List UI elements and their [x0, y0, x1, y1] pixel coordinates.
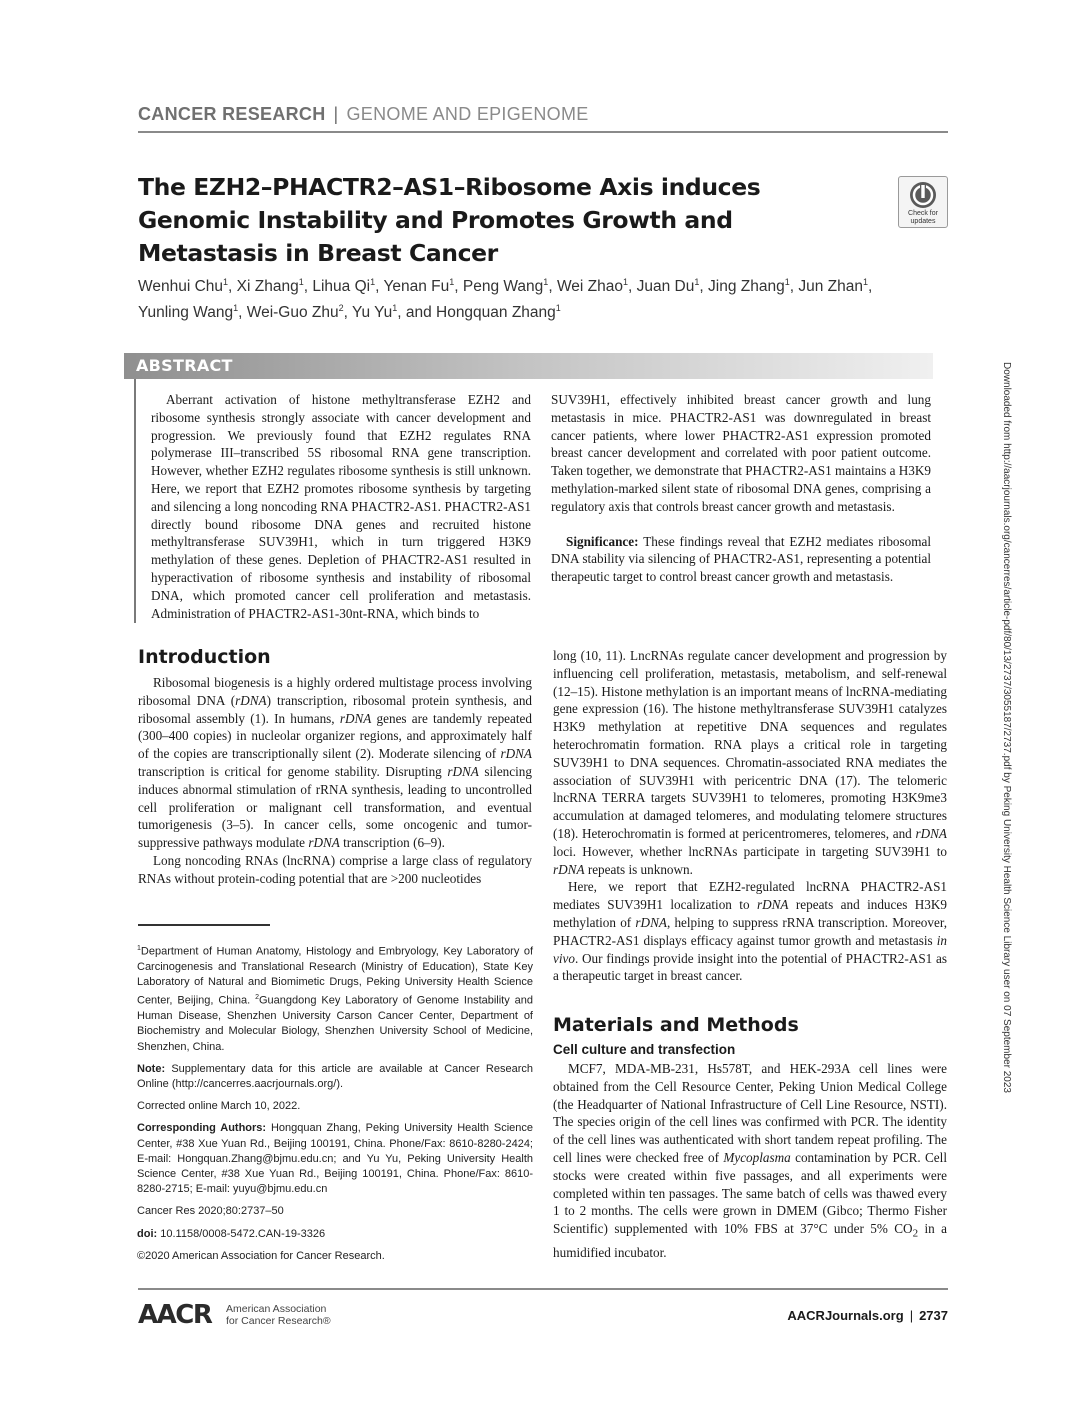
- affiliations: [137, 941, 533, 1055]
- correction-note: Corrected online March 10, 2022.: [137, 1100, 301, 1113]
- text-run: silencing induces abnormal stimulation of rRNA synthesis, leading to uncontrolled cell proliferation or malignant cell transformation, and eventual tumorigenesis (3–5). In cancer cells, some oncogenic and tumor-suppressive pathways modulate: [138, 763, 532, 851]
- aacr-logo[interactable]: AACR: [138, 1300, 212, 1330]
- italic-term: Mycoplasma: [723, 1149, 791, 1165]
- text-run: transcription (6–9).: [339, 835, 445, 851]
- abstract-text-1: Aberrant activation of histone methyltransferase EZH2 and ribosome synthesis strongly associate with cancer development and progression. We previously found that EZH2 regulates RNA polymerase III–transcribed 5S ribosomal RNA gene transcription. However, whether EZH2 regulates ribosome synthesis is still unknown. Here, we report that EZH2 promotes ribosome synthesis by targeting and silencing a long noncoding RNA PHACTR2-AS1. PHACTR2-AS1 directly bound ribosome DNA genes and recruited histone methyltransferase SUV39H1, which in turn triggered H3K9 methylation of these genes. Depletion of PHACTR2-AS1 resulted in hyperactivation of ribosome synthesis and instability of ribosomal DNA, which promoted cancer cell proliferation and metastasis. Administration of PHACTR2-AS1-30nt-RNA, which binds to: [151, 392, 531, 621]
- abstract-column-1: [151, 391, 531, 622]
- intro-paragraph-1: [138, 674, 532, 852]
- author-list: Wenhui Chu$^1$, Xi Zhang$^1$, Lihua Qi$^1$, Yenan Fu$^1$, Peng Wang$^1$, Wei Zhao$^1$, Juan Du$^1$, Jing Zhang$^1$, Jun Zhan$^1$, Yunling Wang$^1$, Wei-Guo Zhu$^2$, Yu Yu$^1$, and Hongquan Zhang$^1$: [138, 277, 873, 321]
- journal-header: [138, 104, 589, 125]
- org-line-2: for Cancer Research®: [226, 1314, 331, 1327]
- page-number: 2737: [919, 1308, 948, 1323]
- abstract-heading-bar: [124, 353, 933, 379]
- significance-text: These findings reveal that EZH2 mediates ribosomal DNA stability via silencing of PHACTR2-AS1, representing a potential therapeutic target to control breast cancer growth and metastasis.: [551, 533, 932, 585]
- author-affiliation-mark: 1: [298, 277, 304, 287]
- author-name[interactable]: Peng Wang: [462, 278, 544, 296]
- abstract-side-rule: [134, 379, 136, 623]
- author-affiliation-mark: 2: [338, 302, 344, 313]
- text-run: Here, we report that EZH2-regulated lncRNA PHACTR2-AS1 mediates SUV39H1 localization to: [553, 879, 947, 913]
- author-affiliation-mark: 1: [694, 277, 700, 287]
- italic-term: rDNA: [553, 861, 585, 877]
- text-run: loci. However, whether lncRNAs participate in targeting SUV39H1 to: [553, 843, 947, 859]
- significance-statement: [551, 533, 931, 586]
- methods-subheading: Cell culture and transfection: [553, 1042, 736, 1057]
- footer-page-info: [700, 1308, 948, 1323]
- corresponding-label: Corresponding Authors:: [137, 1122, 267, 1135]
- corresponding-text: Hongquan Zhang, Peking University Health Science Center, #38 Xue Yuan Rd., Beijing 100191, China. Phone/Fax: 8610-8280-2424; E-mail: Hongquan.Zhang@bjmu.edu.cn; and Yu Yu, Peking University Health Science Center, #38 Xue Yuan Rd., Beijing 100191, China. Phone/Fax: 8610-8280-2715; E-mail: yuyu@bjmu.edu.cn: [137, 1122, 533, 1196]
- author-affiliation-mark: 1: [392, 302, 398, 313]
- author-name[interactable]: Hongquan Zhang: [436, 303, 556, 321]
- download-side-note: Downloaded from http://aacrjournals.org/cancerres/article-pdf/80/13/2737/3055187/2737.pdf by Peking University Health Science Library user on 07 September 2023: [1001, 362, 1012, 1093]
- text-run: in a humidified incubator.: [553, 1221, 947, 1260]
- check-updates-label: Check for updates: [908, 210, 938, 225]
- author-name[interactable]: Juan Du: [636, 278, 695, 296]
- note-label: Note:: [137, 1062, 166, 1075]
- author-name[interactable]: Jun Zhan: [798, 278, 863, 296]
- journal-site-link[interactable]: AACRJournals.org: [787, 1308, 904, 1323]
- italic-term: rDNA: [756, 897, 789, 913]
- author-name[interactable]: Xi Zhang: [236, 278, 299, 296]
- text-run: genes are tandemly repeated (300–400 copies) in nucleolar organizer regions, and approximately half of the copies are transcriptionally silent (2). Moderate silencing of: [138, 710, 532, 762]
- italic-term: rDNA: [339, 710, 372, 726]
- author-affiliation-mark: 1: [863, 277, 869, 287]
- text-run: Guangdong Key Laboratory of Genome Instability and Human Disease, Shenzhen University Carson Cancer Center, Department of Biochemistry and Molecular Biology, Shenzhen University School of Medicine, Shenzhen, China.: [137, 994, 533, 1053]
- footer-divider: [138, 1288, 948, 1290]
- doi-label: doi:: [137, 1227, 158, 1240]
- methods-heading: Materials and Methods: [553, 1014, 799, 1036]
- superscript: 1: [137, 945, 141, 952]
- intro-paragraph-4: [553, 878, 947, 985]
- author-name[interactable]: Yu Yu: [351, 303, 393, 321]
- italic-term: in vivo: [553, 932, 947, 966]
- author-affiliation-mark: 1: [623, 277, 629, 287]
- abstract-column-2: [551, 391, 931, 586]
- author-name[interactable]: Wei-Guo Zhu: [246, 303, 339, 321]
- aacr-organization-name: [226, 1304, 331, 1327]
- introduction-heading: Introduction: [138, 646, 271, 668]
- copyright: ©2020 American Association for Cancer Research.: [137, 1249, 385, 1262]
- author-name[interactable]: Wei Zhao: [556, 278, 623, 296]
- header-divider: [138, 131, 948, 133]
- italic-term: rDNA: [915, 825, 947, 841]
- text-run: transcription is critical for genome stability. Disrupting: [138, 763, 448, 779]
- italic-term: rDNA: [635, 914, 667, 930]
- footnote-divider: [138, 924, 270, 926]
- doi: [137, 1227, 533, 1242]
- check-updates-icon: [908, 180, 938, 210]
- abstract-heading: ABSTRACT: [136, 356, 233, 375]
- text-run: Department of Human Anatomy, Histology and Embryology, Key Laboratory of Carcinogenesis and Translational Research (Ministry of Education), State Key Laboratory of Natural and Biomimetic Drugs, Peking University Health Science Center, Beijing, China.: [137, 945, 533, 1007]
- journal-section[interactable]: GENOME AND EPIGENOME: [346, 104, 589, 124]
- org-line-1: American Association: [226, 1303, 327, 1315]
- italic-term: rDNA: [235, 692, 267, 708]
- text-run: ) transcription, ribosomal protein synthesis, and ribosomal assembly (1). In humans,: [138, 692, 533, 726]
- header-separator: |: [333, 104, 339, 124]
- text-run: contamination by PCR. Cell stocks were created within five passages, and all experiments were completed within ten passages. The same batch of cells was thawed every 1 to 2 months. The cells were grown in DMEM (Gibco; Thermo Fisher Scientific) supplemented with 10% FBS at 37°C under 5% CO: [553, 1149, 947, 1237]
- text-run: . Our findings provide insight into the potential of PHACTR2-AS1 as a therapeutic target in breast cancer.: [553, 950, 947, 984]
- article-title: The EZH2–PHACTR2–AS1–Ribosome Axis induces Genomic Instability and Promotes Growth and Metastasis in Breast Cancer: [138, 173, 761, 267]
- author-name[interactable]: Lihua Qi: [312, 278, 371, 296]
- author-name[interactable]: Wenhui Chu: [138, 278, 224, 296]
- author-name[interactable]: Jing Zhang: [708, 278, 785, 296]
- author-name[interactable]: Yunling Wang: [138, 303, 234, 321]
- author-affiliation-mark: 1: [449, 277, 455, 287]
- corresponding-authors: [137, 1121, 533, 1197]
- text-run: Ribosomal biogenesis is a highly ordered multistage process involving ribosomal DNA (: [138, 675, 532, 708]
- subscript: 2: [912, 1227, 919, 1240]
- introduction-column-2: [553, 647, 947, 985]
- italic-term: rDNA: [500, 746, 532, 762]
- text-run: long (10, 11). LncRNAs regulate cancer development and progression by influencing cell proliferation, metastasis, metabolism, and self-renewal (12–15). Histone methylation is an important means of lncRNA-mediating gene expression (16). The histone methyltransferase SUV39H1 catalyzes H3K9 methylation at repetitive DNA sequences and regulates heterochromatin formation. RNA plays a critical role in targeting SUV39H1 to DNA sequences. Chromatin-associated RNA mediates the association of SUV39H1 with pericentric DNA (17). The telomeric lncRNA TERRA targets SUV39H1 to telomeres, promoting H3K9me3 accumulation at damaged telomeres, and modulating telomere structures (18). Heterochromatin is formed at pericentromeres, telomeres, and: [553, 648, 947, 841]
- journal-name[interactable]: CANCER RESEARCH: [138, 104, 326, 124]
- intro-paragraph-3: [553, 647, 947, 878]
- text-run: MCF7, MDA-MB-231, Hs578T, and HEK-293A cell lines were obtained from the Cell Resource Center, Peking Union Medical College (the Headquarter of National Infrastructure of Cell Line Resource, NSTI). The species origin of the cell lines was confirmed with PCR. The identity of the cell lines was authenticated with short tandem repeat profiling. The cell lines were checked free of: [553, 1061, 947, 1165]
- note-text[interactable]: Supplementary data for this article are available at Cancer Research Online (http://cancerres.aacrjournals.org/).: [137, 1062, 533, 1090]
- italic-term: rDNA: [308, 835, 340, 851]
- italic-term: rDNA: [447, 763, 479, 779]
- author-affiliation-mark: 1: [370, 277, 376, 287]
- superscript: 2: [255, 994, 259, 1002]
- check-for-updates-button[interactable]: [898, 176, 948, 228]
- footer-separator: |: [909, 1308, 914, 1323]
- text-run: repeats and induces H3K9 methylation of: [553, 897, 947, 930]
- text-run: repeats is unknown.: [584, 861, 693, 877]
- text-run: , helping to suppress rRNA transcription. Moreover, PHACTR2-AS1 displays efficacy against tumor growth and metastasis: [553, 914, 947, 948]
- introduction-column-1: [138, 674, 532, 888]
- doi-link[interactable]: 10.1158/0008-5472.CAN-19-3326: [160, 1227, 326, 1240]
- abstract-text-2: SUV39H1, effectively inhibited breast cancer growth and lung metastasis in mice. PHACTR2-AS1 was downregulated in breast cancer patients, where lower PHACTR2-AS1 expression promoted breast cancer development and correlated with poor patient outcome. Taken together, we demonstrate that PHACTR2-AS1 maintains a H3K9 methylation-marked silent state of ribosomal DNA genes, comprising a regulatory axis that controls breast cancer growth and metastasis.: [551, 392, 931, 514]
- author-affiliation-mark: 1: [223, 277, 229, 287]
- intro-paragraph-2: Long noncoding RNAs (lncRNA) comprise a large class of regulatory RNAs without protein-coding potential that are >200 nucleotides: [138, 852, 532, 886]
- author-name[interactable]: Yenan Fu: [383, 278, 450, 296]
- footnotes: [137, 941, 533, 1271]
- significance-label: Significance:: [566, 533, 639, 549]
- author-affiliation-mark: 1: [233, 302, 239, 313]
- author-affiliation-mark: 1: [543, 277, 549, 287]
- methods-paragraph-1: [553, 1060, 947, 1261]
- supplementary-note: [137, 1062, 533, 1092]
- citation: Cancer Res 2020;80:2737–50: [137, 1205, 284, 1218]
- author-affiliation-mark: 1: [784, 277, 790, 287]
- author-affiliation-mark: 1: [555, 302, 561, 313]
- methods-column: [553, 1060, 947, 1261]
